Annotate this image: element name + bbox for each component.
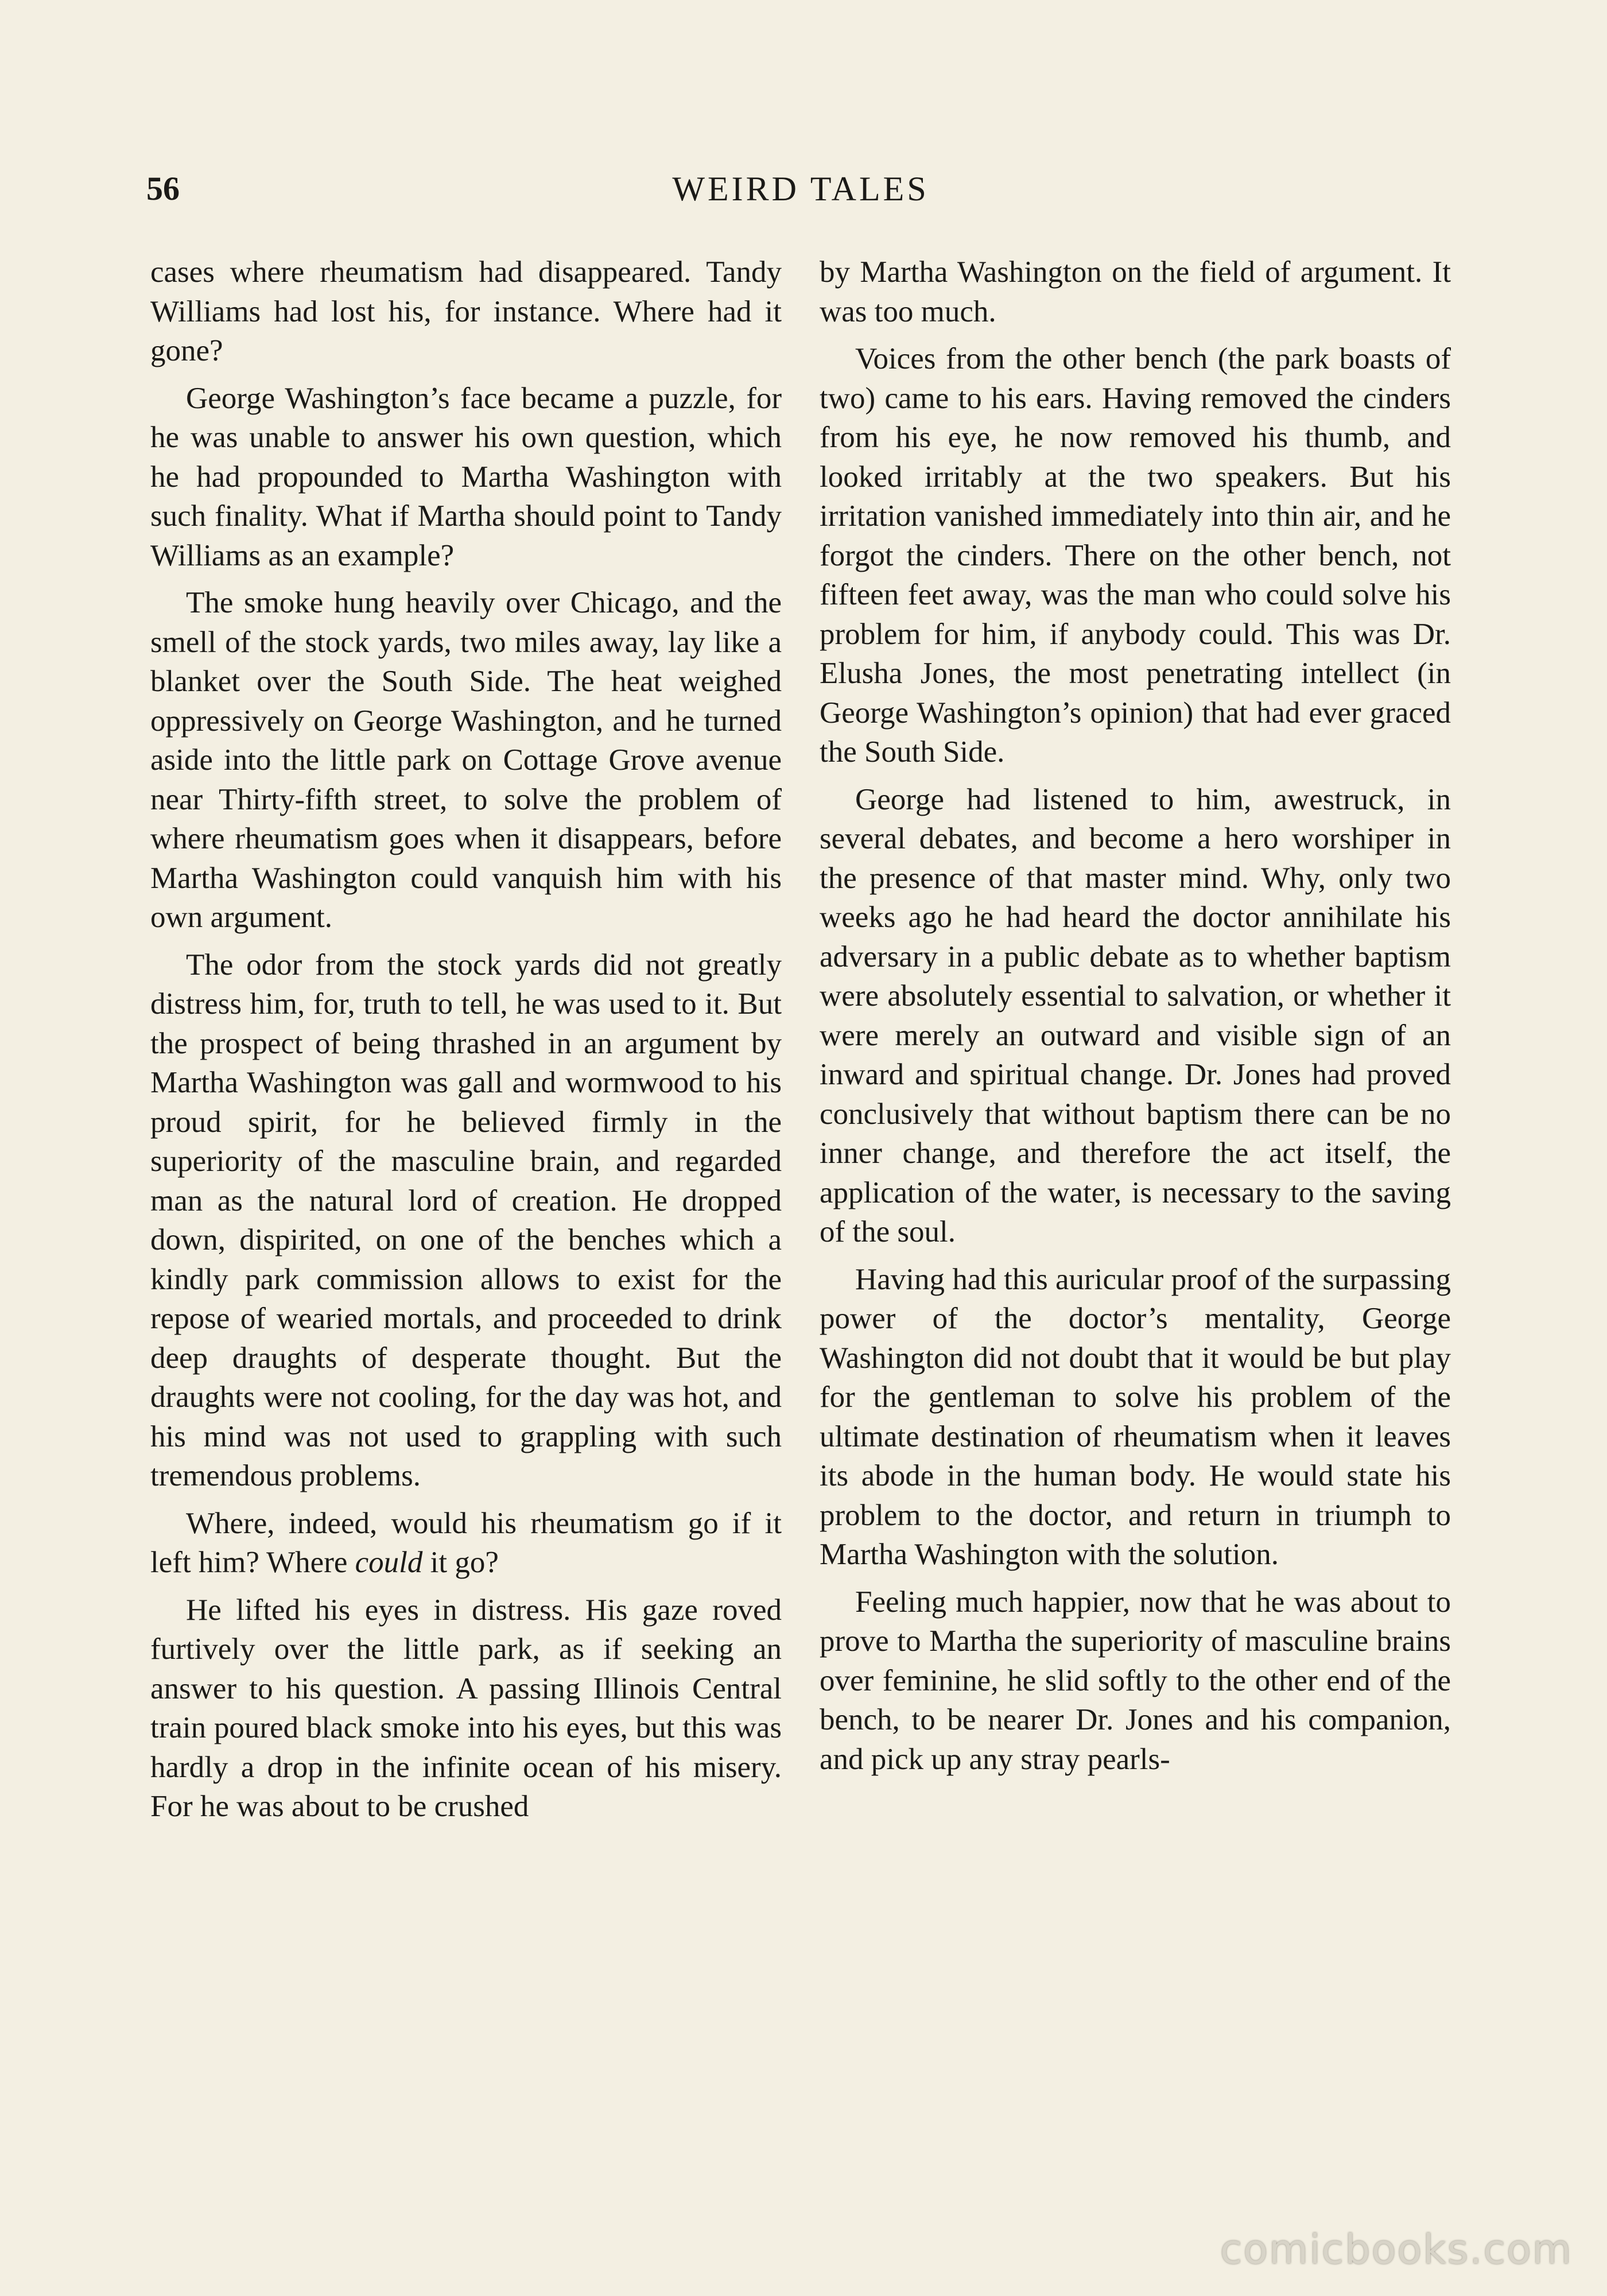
running-title: WEIRD TALES bbox=[672, 170, 929, 208]
watermark: comicbooks.com bbox=[1220, 2226, 1573, 2273]
paragraph: Voices from the other bench (the park boasts of two) came to his ears. Having removed the cinders from his eye, he now removed his thumb, and looked irritably at the two speakers. But his irritation vanished immediately into thin air, and he forgot the cinders. There on the other bench, not fifteen feet away, was the man who could solve his problem for him, if anybody could. This was Dr. Elusha Jones, the most penetrating intellect (in George Washington’s opinion) that had ever graced the South Side. bbox=[820, 342, 1451, 769]
italic-text: could bbox=[355, 1546, 423, 1579]
paragraph: cases where rheumatism had disappeared. Tandy Williams had lost his, for instance. Where had it gone? bbox=[150, 255, 782, 367]
paragraph: George Washington’s face became a puzzle, for he was unable to answer his own question, which he had propounded to Martha Washington with such finality. What if Martha should point to Tandy Williams as an example? bbox=[150, 381, 782, 572]
paragraph: by Martha Washington on the field of argument. It was too much. bbox=[820, 255, 1451, 328]
paragraph: Feeling much happier, now that he was about to prove to Martha the superiority of masculine brains over feminine, he slid softly to the other end of the bench, to be nearer Dr. Jones and his companion, and pick up any stray pearls- bbox=[820, 1585, 1451, 1776]
paragraph: The smoke hung heavily over Chicago, and the smell of the stock yards, two miles away, lay like a blanket over the South Side. The heat weighed oppressively on George Washington, and he turned aside into the little park on Cottage Grove avenue near Thirty-fifth street, to solve the problem of where rheumatism goes when it disappears, before Martha Washington could vanquish him with his own argument. bbox=[150, 586, 782, 934]
paragraph-text: Where, indeed, would his rheumatism go if it left him? Where bbox=[150, 1506, 782, 1579]
paragraph: The odor from the stock yards did not greatly distress him, for, truth to tell, he was used to it. But the prospect of being thrashed in an argument by Martha Washington was gall and wormwood to his proud spirit, for he believed firmly in the superiority of the masculine brain, and regarded man as the natural lord of creation. He dropped down, dispirited, on one of the benches which a kindly park commission allows to exist for the repose of wearied mortals, and proceeded to drink deep draughts of desperate thought. But the draughts were not cooling, for the day was hot, and his mind was not used to grappling with such tremendous problems. bbox=[150, 948, 782, 1492]
paragraph: He lifted his eyes in distress. His gaze roved furtively over the little park, as if seeking an answer to his question. A passing Illinois Central train poured black smoke into his eyes, but this was hardly a drop in the infinite ocean of his misery. For he was about to be crushed bbox=[150, 1593, 782, 1823]
page-header bbox=[146, 169, 1455, 215]
paragraph: George had listened to him, awestruck, in several debates, and become a hero worshiper in the presence of that master mind. Why, only two weeks ago he had heard the doctor annihilate his adversary in a public debate as to whether baptism were absolutely essential to salvation, or whether it were merely an outward and visible sign of an inward and spiritual change. Dr. Jones had proved conclusively that without baptism there can be no inner change, and therefore the act itself, the application of the water, is necessary to the saving of the soul. bbox=[820, 782, 1451, 1248]
right-column bbox=[820, 253, 1451, 1787]
paragraph bbox=[150, 1504, 782, 1583]
left-column bbox=[150, 253, 782, 1835]
page-number: 56 bbox=[146, 170, 180, 207]
paragraph: Having had this auricular proof of the surpassing power of the doctor’s mentality, George Washington did not doubt that it would be but play for the gentleman to solve his problem of the ultimate destination of rheumatism when it leaves its abode in the human body. He would state his problem to the doctor, and return in triumph to Martha Washington with the solution. bbox=[820, 1262, 1451, 1571]
paragraph-text: it go? bbox=[422, 1546, 499, 1579]
